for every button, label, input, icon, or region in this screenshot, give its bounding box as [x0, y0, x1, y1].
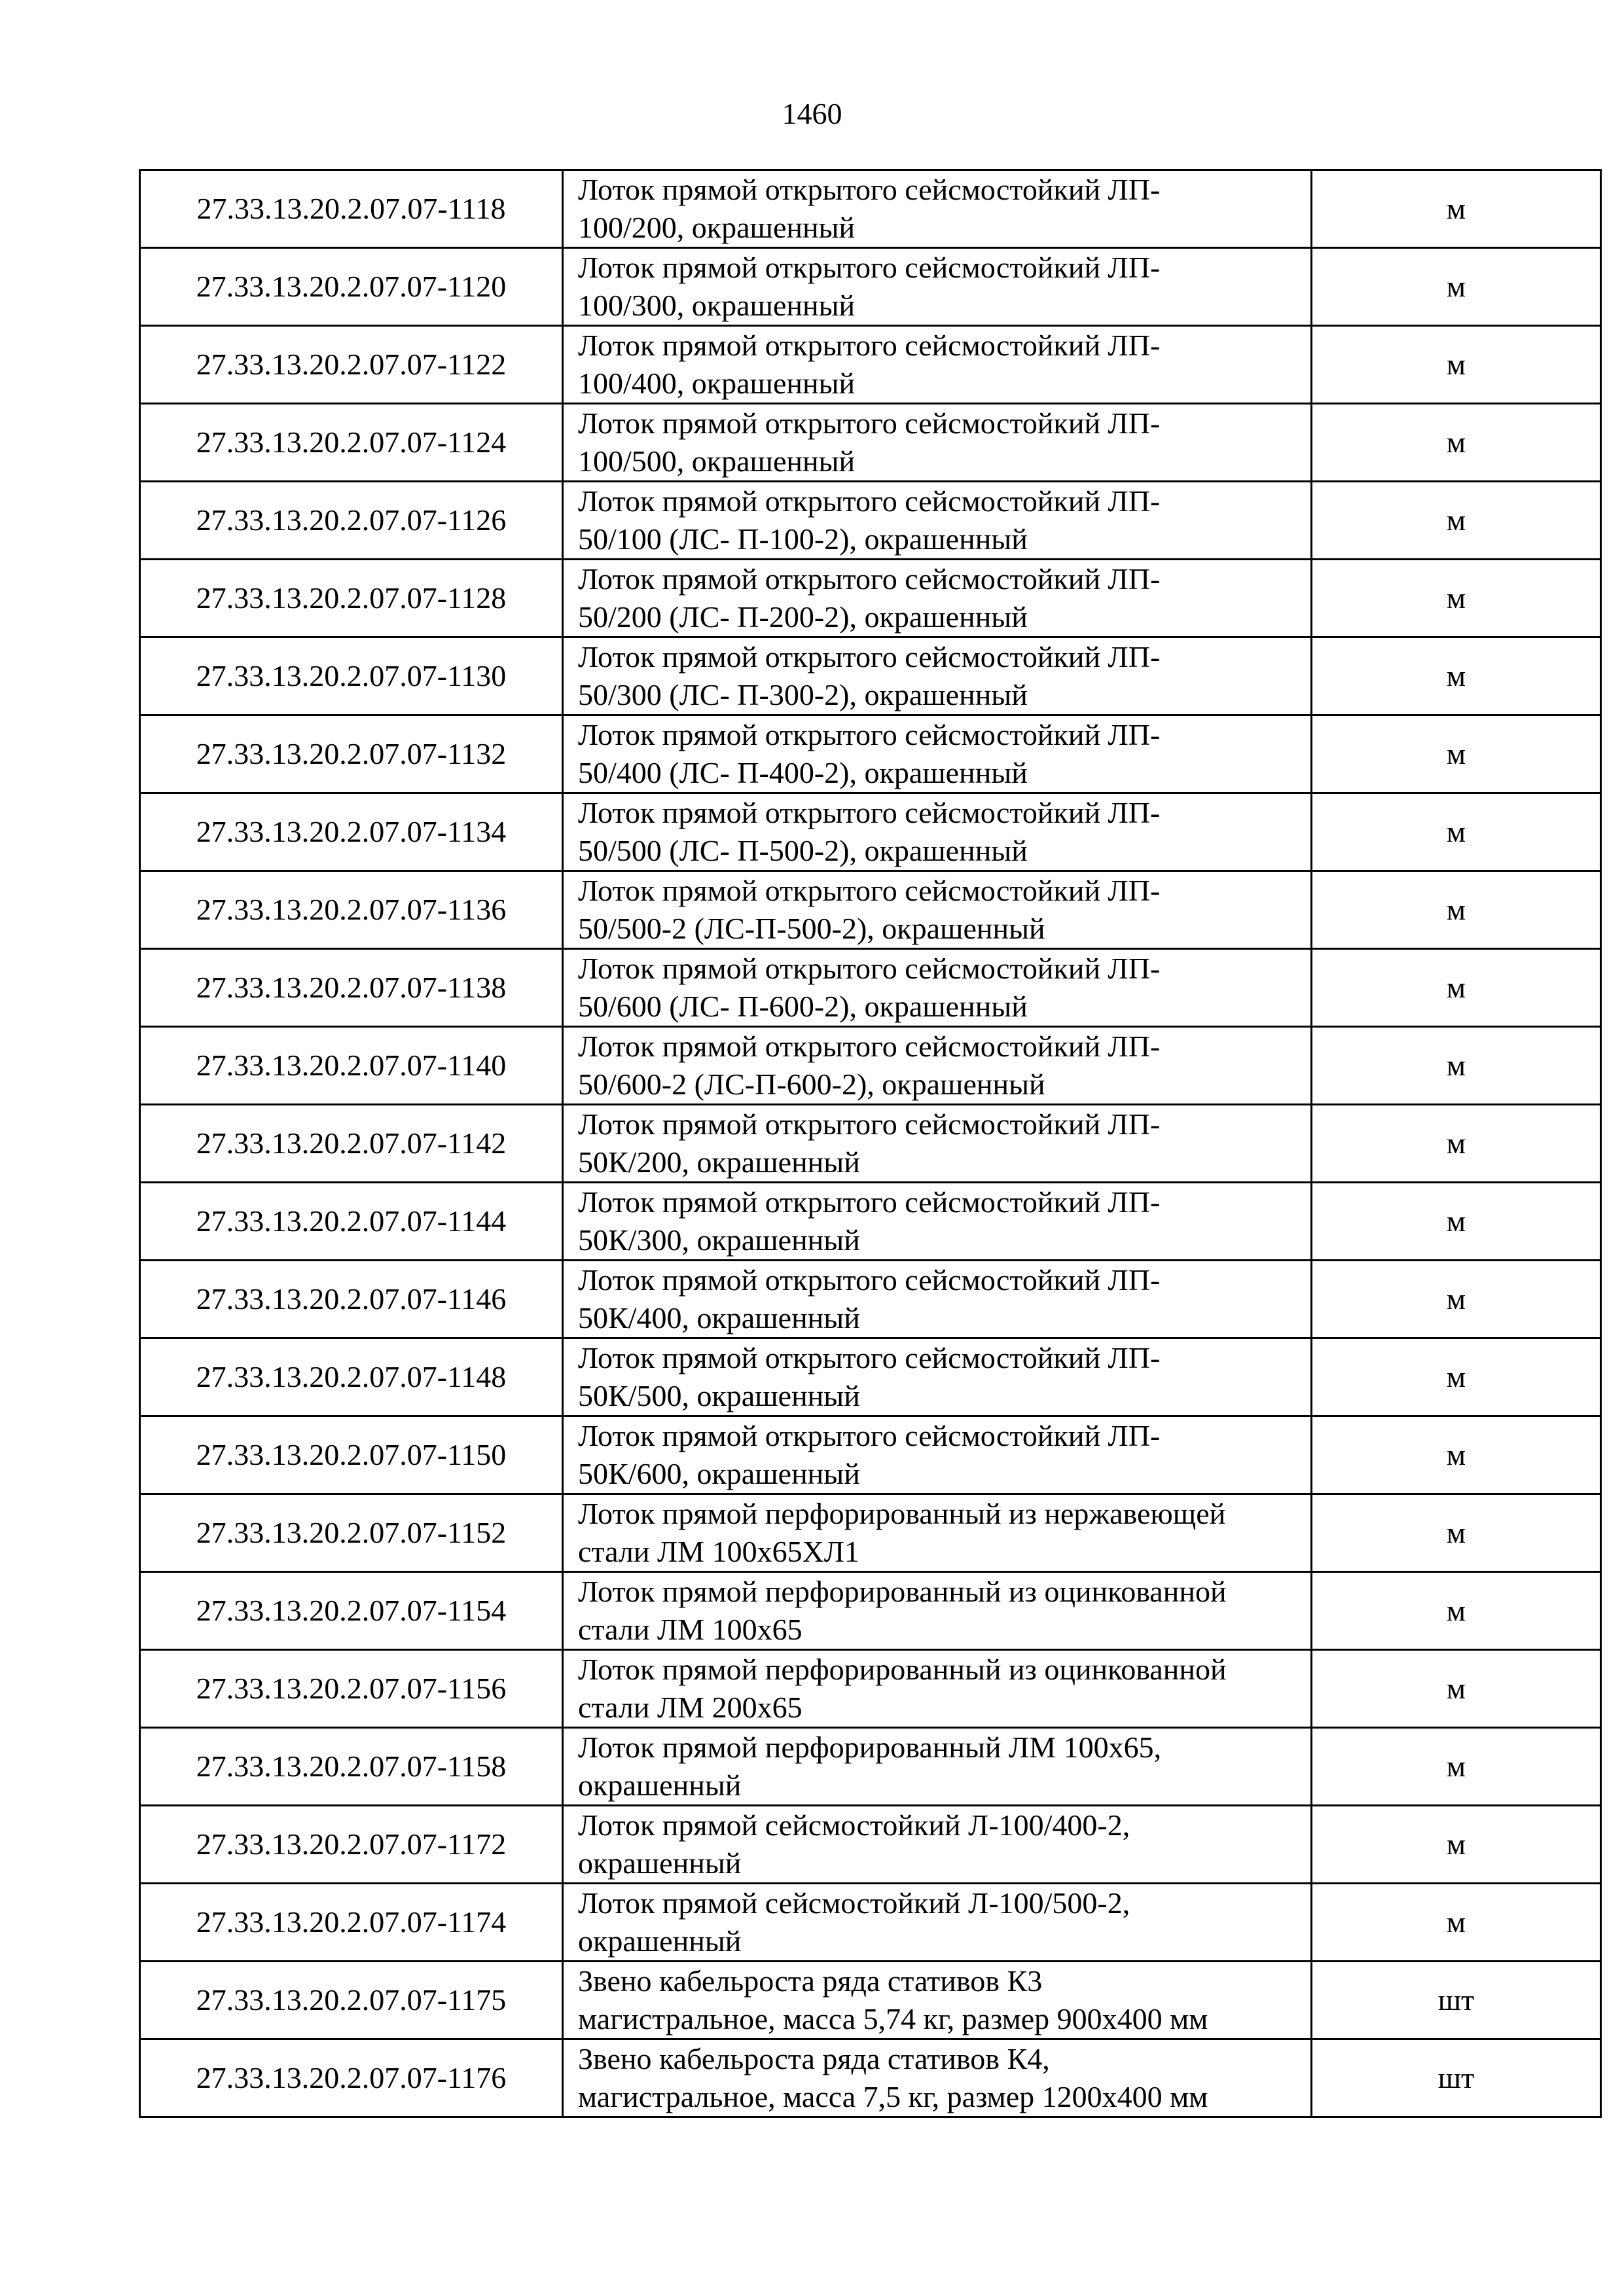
table-row: [140, 482, 1601, 560]
item-description: [563, 1027, 1312, 1105]
item-code: 27.33.13.20.2.07.07-1150: [140, 1416, 563, 1494]
item-unit: м: [1312, 404, 1601, 482]
table-row: [140, 1494, 1601, 1572]
table-row: [140, 1338, 1601, 1416]
item-code: 27.33.13.20.2.07.07-1120: [140, 248, 563, 326]
item-unit: м: [1312, 715, 1601, 793]
description-line: Лоток прямой перфорированный ЛМ 100х65,: [578, 1731, 1162, 1764]
description-line: Лоток прямой открытого сейсмостойкий ЛП-: [578, 1341, 1161, 1374]
item-description: [563, 1806, 1312, 1884]
item-code: 27.33.13.20.2.07.07-1148: [140, 1338, 563, 1416]
item-description: [563, 1884, 1312, 1962]
description-line: стали ЛМ 100х65ХЛ1: [578, 1535, 859, 1568]
item-unit: шт: [1312, 2039, 1601, 2117]
item-code: 27.33.13.20.2.07.07-1134: [140, 793, 563, 871]
item-unit: м: [1312, 248, 1601, 326]
item-unit: м: [1312, 1027, 1601, 1105]
item-unit: м: [1312, 637, 1601, 715]
description-line: Лоток прямой открытого сейсмостойкий ЛП-: [578, 874, 1161, 907]
item-unit: м: [1312, 871, 1601, 949]
item-description: [563, 1105, 1312, 1183]
description-line: магистральное, масса 7,5 кг, размер 1200х400 мм: [578, 2080, 1208, 2113]
item-unit: м: [1312, 170, 1601, 248]
item-unit: м: [1312, 1884, 1601, 1962]
item-unit: м: [1312, 949, 1601, 1027]
table-row: [140, 1884, 1601, 1962]
description-line: Лоток прямой перфорированный из оцинкованной: [578, 1575, 1227, 1608]
table-row: [140, 1416, 1601, 1494]
description-line: Лоток прямой открытого сейсмостойкий ЛП-: [578, 952, 1161, 985]
table-row: [140, 2039, 1601, 2117]
item-code: 27.33.13.20.2.07.07-1140: [140, 1027, 563, 1105]
item-description: [563, 560, 1312, 637]
description-line: 50/500-2 (ЛС-П-500-2), окрашенный: [578, 912, 1045, 945]
table-row: [140, 949, 1601, 1027]
item-code: 27.33.13.20.2.07.07-1138: [140, 949, 563, 1027]
item-description: [563, 715, 1312, 793]
item-description: [563, 1183, 1312, 1261]
item-description: [563, 949, 1312, 1027]
table-row: [140, 871, 1601, 949]
description-line: Лоток прямой открытого сейсмостойкий ЛП-: [578, 1185, 1161, 1219]
table-row: [140, 1027, 1601, 1105]
description-line: Лоток прямой открытого сейсмостойкий ЛП-: [578, 1107, 1161, 1141]
item-code: 27.33.13.20.2.07.07-1156: [140, 1650, 563, 1728]
item-code: 27.33.13.20.2.07.07-1124: [140, 404, 563, 482]
description-line: Лоток прямой сейсмостойкий Л-100/400-2,: [578, 1808, 1130, 1842]
catalog-table: [139, 169, 1602, 2118]
table-row: [140, 1183, 1601, 1261]
item-code: 27.33.13.20.2.07.07-1126: [140, 482, 563, 560]
description-line: 50К/500, окрашенный: [578, 1379, 860, 1412]
item-description: [563, 1650, 1312, 1728]
description-line: стали ЛМ 100х65: [578, 1613, 803, 1646]
table-row: [140, 248, 1601, 326]
item-unit: шт: [1312, 1962, 1601, 2039]
description-line: Звено кабельроста ряда стативов К3: [578, 1964, 1043, 1998]
item-unit: м: [1312, 1183, 1601, 1261]
description-line: магистральное, масса 5,74 кг, размер 900х400 мм: [578, 2002, 1208, 2036]
description-line: 50/200 (ЛС- П-200-2), окрашенный: [578, 600, 1028, 634]
description-line: окрашенный: [578, 1924, 742, 1958]
description-line: Лоток прямой открытого сейсмостойкий ЛП-: [578, 1263, 1161, 1297]
item-description: [563, 871, 1312, 949]
description-line: Лоток прямой открытого сейсмостойкий ЛП-: [578, 484, 1161, 518]
item-code: 27.33.13.20.2.07.07-1175: [140, 1962, 563, 2039]
item-description: [563, 1261, 1312, 1338]
table-row: [140, 326, 1601, 404]
item-code: 27.33.13.20.2.07.07-1122: [140, 326, 563, 404]
item-code: 27.33.13.20.2.07.07-1174: [140, 1884, 563, 1962]
item-code: 27.33.13.20.2.07.07-1142: [140, 1105, 563, 1183]
item-unit: м: [1312, 1494, 1601, 1572]
item-code: 27.33.13.20.2.07.07-1144: [140, 1183, 563, 1261]
item-unit: м: [1312, 1650, 1601, 1728]
description-line: Лоток прямой открытого сейсмостойкий ЛП-: [578, 1419, 1161, 1452]
item-code: 27.33.13.20.2.07.07-1146: [140, 1261, 563, 1338]
item-code: 27.33.13.20.2.07.07-1158: [140, 1728, 563, 1806]
description-line: 50К/200, окрашенный: [578, 1145, 860, 1179]
item-unit: м: [1312, 326, 1601, 404]
description-line: 50/400 (ЛС- П-400-2), окрашенный: [578, 756, 1028, 789]
item-description: [563, 170, 1312, 248]
item-description: [563, 793, 1312, 871]
description-line: 50/600 (ЛС- П-600-2), окрашенный: [578, 990, 1028, 1023]
item-code: 27.33.13.20.2.07.07-1154: [140, 1572, 563, 1650]
item-unit: м: [1312, 1416, 1601, 1494]
description-line: Лоток прямой открытого сейсмостойкий ЛП-: [578, 562, 1161, 596]
description-line: 50К/400, окрашенный: [578, 1301, 860, 1335]
description-line: 100/500, окрашенный: [578, 444, 856, 478]
description-line: 50К/300, окрашенный: [578, 1223, 860, 1257]
description-line: 100/200, окрашенный: [578, 211, 856, 244]
item-code: 27.33.13.20.2.07.07-1136: [140, 871, 563, 949]
item-code: 27.33.13.20.2.07.07-1176: [140, 2039, 563, 2117]
item-code: 27.33.13.20.2.07.07-1118: [140, 170, 563, 248]
item-description: [563, 1962, 1312, 2039]
description-line: 50/500 (ЛС- П-500-2), окрашенный: [578, 834, 1028, 867]
description-line: 50К/600, окрашенный: [578, 1457, 860, 1490]
table-row: [140, 560, 1601, 637]
item-code: 27.33.13.20.2.07.07-1152: [140, 1494, 563, 1572]
table-row: [140, 1261, 1601, 1338]
item-description: [563, 404, 1312, 482]
table-row: [140, 1105, 1601, 1183]
table-row: [140, 1650, 1601, 1728]
item-code: 27.33.13.20.2.07.07-1132: [140, 715, 563, 793]
table-row: [140, 715, 1601, 793]
table-row: [140, 1962, 1601, 2039]
item-code: 27.33.13.20.2.07.07-1130: [140, 637, 563, 715]
item-description: [563, 1416, 1312, 1494]
description-line: Лоток прямой открытого сейсмостойкий ЛП-: [578, 1030, 1161, 1063]
table-row: [140, 1728, 1601, 1806]
item-unit: м: [1312, 1338, 1601, 1416]
description-line: 50/300 (ЛС- П-300-2), окрашенный: [578, 678, 1028, 711]
catalog-table-body: [140, 170, 1601, 2117]
item-unit: м: [1312, 793, 1601, 871]
item-description: [563, 1728, 1312, 1806]
description-line: Лоток прямой перфорированный из оцинкованной: [578, 1653, 1227, 1686]
description-line: Лоток прямой перфорированный из нержавеющей: [578, 1497, 1226, 1530]
item-unit: м: [1312, 1806, 1601, 1884]
item-description: [563, 326, 1312, 404]
description-line: 50/100 (ЛС- П-100-2), окрашенный: [578, 522, 1028, 556]
item-description: [563, 248, 1312, 326]
item-unit: м: [1312, 560, 1601, 637]
description-line: Лоток прямой открытого сейсмостойкий ЛП-: [578, 251, 1161, 284]
item-unit: м: [1312, 1572, 1601, 1650]
item-unit: м: [1312, 482, 1601, 560]
item-unit: м: [1312, 1728, 1601, 1806]
table-row: [140, 170, 1601, 248]
table-row: [140, 637, 1601, 715]
item-unit: м: [1312, 1105, 1601, 1183]
description-line: 100/300, окрашенный: [578, 289, 856, 322]
item-unit: м: [1312, 1261, 1601, 1338]
item-description: [563, 1494, 1312, 1572]
description-line: окрашенный: [578, 1768, 742, 1802]
item-code: 27.33.13.20.2.07.07-1172: [140, 1806, 563, 1884]
item-description: [563, 637, 1312, 715]
description-line: Лоток прямой открытого сейсмостойкий ЛП-: [578, 406, 1161, 440]
item-code: 27.33.13.20.2.07.07-1128: [140, 560, 563, 637]
item-description: [563, 1338, 1312, 1416]
description-line: Звено кабельроста ряда стативов К4,: [578, 2042, 1050, 2075]
table-row: [140, 404, 1601, 482]
description-line: 100/400, окрашенный: [578, 367, 856, 400]
table-row: [140, 1572, 1601, 1650]
description-line: Лоток прямой сейсмостойкий Л-100/500-2,: [578, 1886, 1130, 1920]
description-line: окрашенный: [578, 1846, 742, 1880]
description-line: Лоток прямой открытого сейсмостойкий ЛП-: [578, 173, 1161, 206]
description-line: Лоток прямой открытого сейсмостойкий ЛП-: [578, 796, 1161, 829]
table-row: [140, 793, 1601, 871]
description-line: стали ЛМ 200х65: [578, 1691, 803, 1724]
description-line: Лоток прямой открытого сейсмостойкий ЛП-: [578, 640, 1161, 673]
description-line: Лоток прямой открытого сейсмостойкий ЛП-: [578, 718, 1161, 751]
item-description: [563, 2039, 1312, 2117]
page-number: 1460: [782, 97, 842, 130]
description-line: 50/600-2 (ЛС-П-600-2), окрашенный: [578, 1067, 1045, 1101]
item-description: [563, 482, 1312, 560]
table-row: [140, 1806, 1601, 1884]
description-line: Лоток прямой открытого сейсмостойкий ЛП-: [578, 329, 1161, 362]
item-description: [563, 1572, 1312, 1650]
